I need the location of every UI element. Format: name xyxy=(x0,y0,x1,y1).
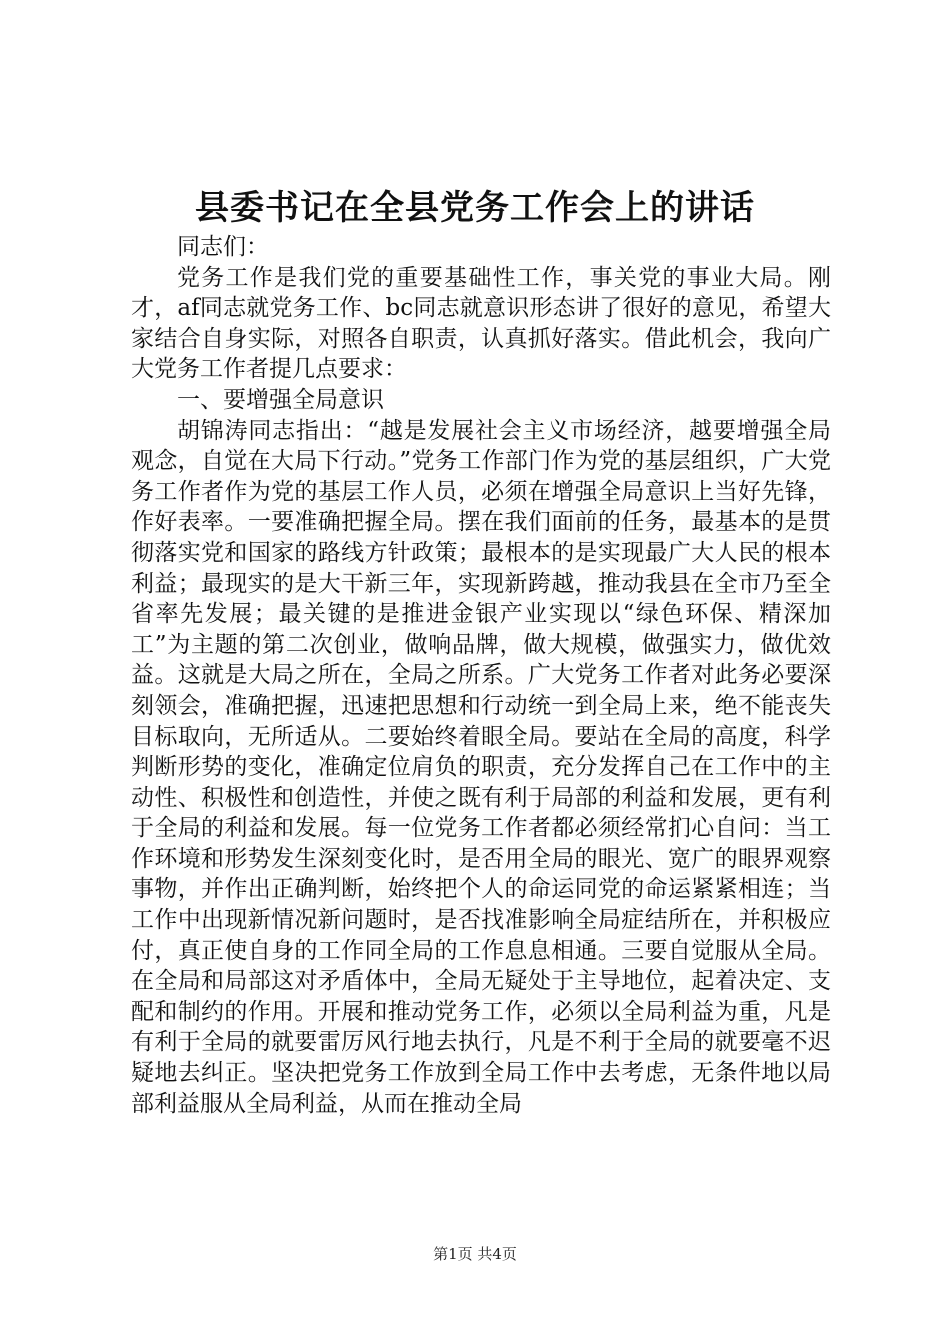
section-heading: 一、要增强全局意识 xyxy=(177,386,384,413)
body-paragraph: 胡锦涛同志指出：“越是发展社会主义市场经济，越要增强全局观念，自觉在大局下行动。”党务工作部门作为党的基层组织，广大党务工作者作为党的基层工作人员，必须在增强全局意识上当好先锋，作好表率。一要准确把握全局。摆在我们面前的任务，最基本的是贯彻落实党和国家的路线方针政策；最根本的是实现最广大人民的根本利益；最现实的是大干新三年，实现新跨越，推动我县在全市乃至全省率先发展；最关键的是推进金银产业实现以“绿色环保、精深加工”为主题的第二次创业，做响品牌，做大规模，做强实力，做优效益。这就是大局之所在，全局之所系。广大党务工作者对此务必要深刻领会，准确把握，迅速把思想和行动统一到全局上来，绝不能丧失目标取向，无所适从。二要始终着眼全局。要站在全局的高度，科学判断形势的变化，准确定位肩负的职责，充分发挥自己在工作中的主动性、积极性和创造性，并使之既有利于局部的利益和发展，更有利于全局的利益和发展。每一位党务工作者都必须经常扪心自问：当工作环境和形势发生深刻变化时，是否用全局的眼光、宽广的眼界观察事物，并作出正确判断，始终把个人的命运同党的命运紧紧相连；当工作中出现新情况新问题时，是否找准影响全局症结所在，并积极应付，真正使自身的工作同全局的工作息息相通。三要自觉服从全局。在全局和局部这对矛盾体中，全局无疑处于主导地位，起着决定、支配和制约的作用。开展和推动党务工作，必须以全局利益为重，凡是有利于全局的就要雷厉风行地去执行，凡是不利于全局的就要毫不迟疑地去纠正。坚决把党务工作放到全局工作中去考虑，无条件地以局部利益服从全局利益，从而在推动全局 xyxy=(131,417,831,1117)
document-body xyxy=(131,232,831,1119)
salutation-paragraph: 同志们： xyxy=(177,234,269,260)
document-title: 县委书记在全县党务工作会上的讲话 xyxy=(195,188,755,228)
page-number-footer: 第1页 共4页 xyxy=(433,1245,517,1263)
intro-paragraph: 党务工作是我们党的重要基础性工作，事关党的事业大局。刚才，af同志就党务工作、bc同志就意识形态讲了很好的意见，希望大家结合自身实际，对照各自职责，认真抓好落实。借此机会，我向广大党务工作者提几点要求： xyxy=(131,264,831,383)
